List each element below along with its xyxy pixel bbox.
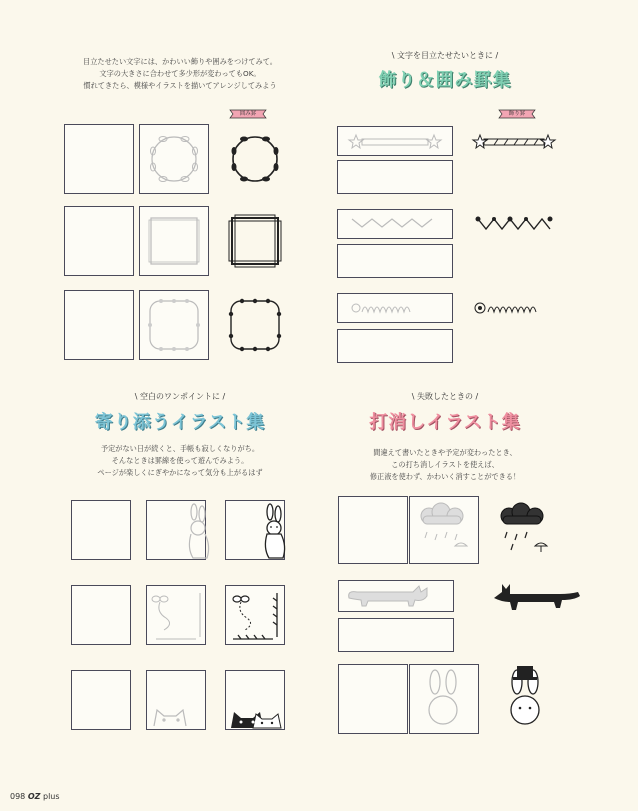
brand-suffix: plus (42, 792, 60, 801)
star-line-light-icon (350, 134, 440, 150)
brand-logo: OZ (27, 792, 41, 801)
cats-icon (229, 690, 283, 730)
loop-line-light-icon (350, 300, 440, 316)
sample-box (338, 496, 408, 564)
description-line: 間違えて書いたときや予定が変わったとき、 (373, 448, 517, 457)
page-footer (10, 792, 60, 801)
description-line: ページが楽しくにぎやかになって気分も上がるはず (97, 468, 263, 477)
sample-box (338, 664, 408, 734)
section3-subtitle: \ 失敗したときの / (360, 391, 530, 402)
section2-description (60, 443, 300, 479)
rabbit-light-icon (176, 504, 212, 560)
intro-line: 目立たせたい文字には、かわいい飾りや囲みをつけてみて。 (83, 57, 277, 66)
butterfly-vine-light-icon (148, 587, 204, 643)
section2-subtitle: \ 空白のワンポイントに / (60, 391, 300, 402)
loop-line-icon (474, 300, 554, 316)
long-cat-icon (492, 582, 582, 612)
zigzag-icon (474, 215, 554, 235)
rabbit-icon (256, 504, 292, 560)
raincloud-light-icon (415, 502, 475, 558)
wreath-icon (222, 126, 288, 192)
sketch-frame-light-icon (141, 208, 207, 274)
page-number: 098 (10, 792, 26, 801)
sample-box (71, 585, 131, 645)
section3-title: 打消しイラスト集 (369, 412, 521, 433)
ribbon-label: 囲み罫 (239, 111, 257, 117)
description-line: 修正液を使わず、かわいく消すことができる！ (369, 472, 521, 481)
butterfly-vine-icon (227, 587, 283, 643)
sample-bar (337, 329, 453, 363)
star-line-icon (474, 134, 554, 150)
wreath-light-icon (141, 126, 207, 192)
cats-light-icon (150, 690, 204, 730)
intro-line: 慣れてきたら、模様やイラストを描いてアレンジしてみよう (83, 81, 277, 90)
hat-rabbit-icon (497, 664, 553, 730)
description-line: そんなときは罫線を使って遊んでみよう。 (111, 456, 249, 465)
sample-bar (337, 160, 453, 194)
section2-title: 寄り添うイラスト集 (94, 412, 266, 433)
section1-subtitle: \ 文字を目立たせたいときに / (360, 50, 530, 61)
long-cat-light-icon (345, 586, 445, 608)
intro-line: 文字の大きさに合わせて多少形が変わってもOK。 (99, 69, 261, 78)
sample-box (64, 290, 134, 360)
section1-title: 飾り＆囲み罫集 (378, 70, 512, 91)
sketch-frame-icon (222, 208, 288, 274)
hat-rabbit-light-icon (415, 668, 471, 730)
sample-box (71, 500, 131, 560)
bead-frame-light-icon (141, 292, 207, 358)
sample-box (64, 206, 134, 276)
sample-box (64, 124, 134, 194)
intro-text (60, 56, 300, 92)
description-line: 予定がない日が続くと、手帳も寂しくなりがち。 (100, 444, 260, 453)
zigzag-light-icon (350, 215, 440, 231)
sample-bar (338, 618, 454, 652)
sample-box (71, 670, 131, 730)
ribbon-label: 飾り罫 (508, 111, 526, 117)
section3-description (325, 447, 565, 483)
raincloud-icon (495, 502, 555, 558)
sample-bar (337, 244, 453, 278)
bead-frame-icon (222, 292, 288, 358)
description-line: この打ち消しイラストを使えば、 (391, 460, 499, 469)
